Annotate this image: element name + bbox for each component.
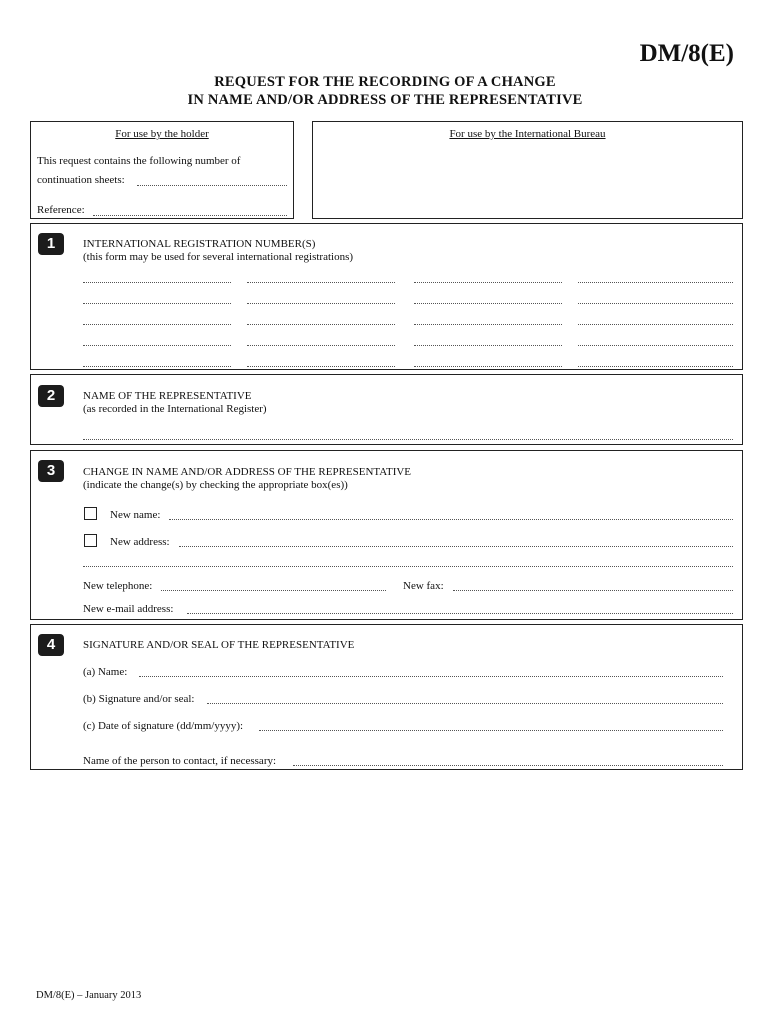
section-2-title: NAME OF THE REPRESENTATIVE	[83, 390, 252, 402]
registration-number-field[interactable]	[414, 345, 562, 346]
section-1-subtitle: (this form may be used for several international registrations)	[83, 251, 354, 263]
registration-number-field[interactable]	[414, 324, 562, 325]
section-3-title: CHANGE IN NAME AND/OR ADDRESS OF THE REPRESENTATIVE	[83, 466, 412, 478]
representative-name-field[interactable]	[83, 439, 733, 440]
section-1-title: INTERNATIONAL REGISTRATION NUMBER(S)	[83, 238, 316, 250]
contact-person-label: Name of the person to contact, if necessary:	[83, 755, 277, 767]
section-1-badge: 1	[38, 233, 64, 255]
new-address-checkbox[interactable]	[84, 534, 97, 547]
registration-number-field[interactable]	[578, 345, 733, 346]
new-fax-field[interactable]	[453, 590, 733, 591]
continuation-label: continuation sheets:	[37, 174, 125, 186]
registration-number-field[interactable]	[578, 324, 733, 325]
new-name-field[interactable]	[169, 519, 733, 520]
registration-number-field[interactable]	[83, 366, 231, 367]
new-address-field[interactable]	[179, 546, 733, 547]
reference-label: Reference:	[37, 204, 85, 216]
registration-number-field[interactable]	[414, 366, 562, 367]
bureau-label: For use by the International Bureau	[449, 128, 606, 140]
section-4-title: SIGNATURE AND/OR SEAL OF THE REPRESENTATIVE	[83, 639, 355, 651]
new-email-field[interactable]	[187, 613, 733, 614]
new-telephone-field[interactable]	[161, 590, 386, 591]
registration-number-field[interactable]	[247, 366, 395, 367]
section-2	[30, 374, 743, 445]
section-2-subtitle: (as recorded in the International Register)	[83, 403, 267, 415]
registration-number-field[interactable]	[414, 303, 562, 304]
registration-number-field[interactable]	[83, 282, 231, 283]
section-3-badge: 3	[38, 460, 64, 482]
signatory-name-field[interactable]	[139, 676, 723, 677]
new-fax-label: New fax:	[403, 580, 444, 592]
registration-number-field[interactable]	[578, 282, 733, 283]
section-1	[30, 223, 743, 370]
holder-label: For use by the holder	[115, 128, 209, 140]
new-telephone-label: New telephone:	[83, 580, 153, 592]
new-name-checkbox[interactable]	[84, 507, 97, 520]
signature-date-field[interactable]	[259, 730, 723, 731]
new-name-label: New name:	[110, 509, 161, 521]
section-3	[30, 450, 743, 620]
new-address-field-line2[interactable]	[83, 566, 733, 567]
holder-box	[30, 121, 294, 219]
footer-text: DM/8(E) – January 2013	[36, 990, 142, 1001]
continuation-sheets-field[interactable]	[137, 185, 287, 186]
registration-number-field[interactable]	[247, 324, 395, 325]
registration-number-field[interactable]	[414, 282, 562, 283]
signature-date-label: (c) Date of signature (dd/mm/yyyy):	[83, 720, 244, 732]
section-4	[30, 624, 743, 770]
registration-number-field[interactable]	[83, 345, 231, 346]
new-address-label: New address:	[110, 536, 170, 548]
signatory-name-label: (a) Name:	[83, 666, 128, 678]
signature-field[interactable]	[207, 703, 723, 704]
section-4-badge: 4	[38, 634, 64, 656]
signature-label: (b) Signature and/or seal:	[83, 693, 195, 705]
form-title-line2: IN NAME AND/OR ADDRESS OF THE REPRESENTATIVE	[187, 92, 583, 108]
section-2-badge: 2	[38, 385, 64, 407]
registration-number-field[interactable]	[578, 366, 733, 367]
new-email-label: New e-mail address:	[83, 603, 174, 615]
registration-number-field[interactable]	[247, 303, 395, 304]
registration-number-field[interactable]	[83, 324, 231, 325]
contact-person-field[interactable]	[293, 765, 723, 766]
registration-number-field[interactable]	[247, 345, 395, 346]
form-title-line1: REQUEST FOR THE RECORDING OF A CHANGE	[214, 74, 556, 90]
continuation-text: This request contains the following number of	[37, 155, 241, 167]
reference-field[interactable]	[93, 215, 287, 216]
bureau-box	[312, 121, 743, 219]
form-code: DM/8(E)	[639, 40, 734, 67]
section-3-subtitle: (indicate the change(s) by checking the appropriate box(es))	[83, 479, 348, 491]
registration-number-field[interactable]	[578, 303, 733, 304]
registration-number-field[interactable]	[247, 282, 395, 283]
registration-number-field[interactable]	[83, 303, 231, 304]
